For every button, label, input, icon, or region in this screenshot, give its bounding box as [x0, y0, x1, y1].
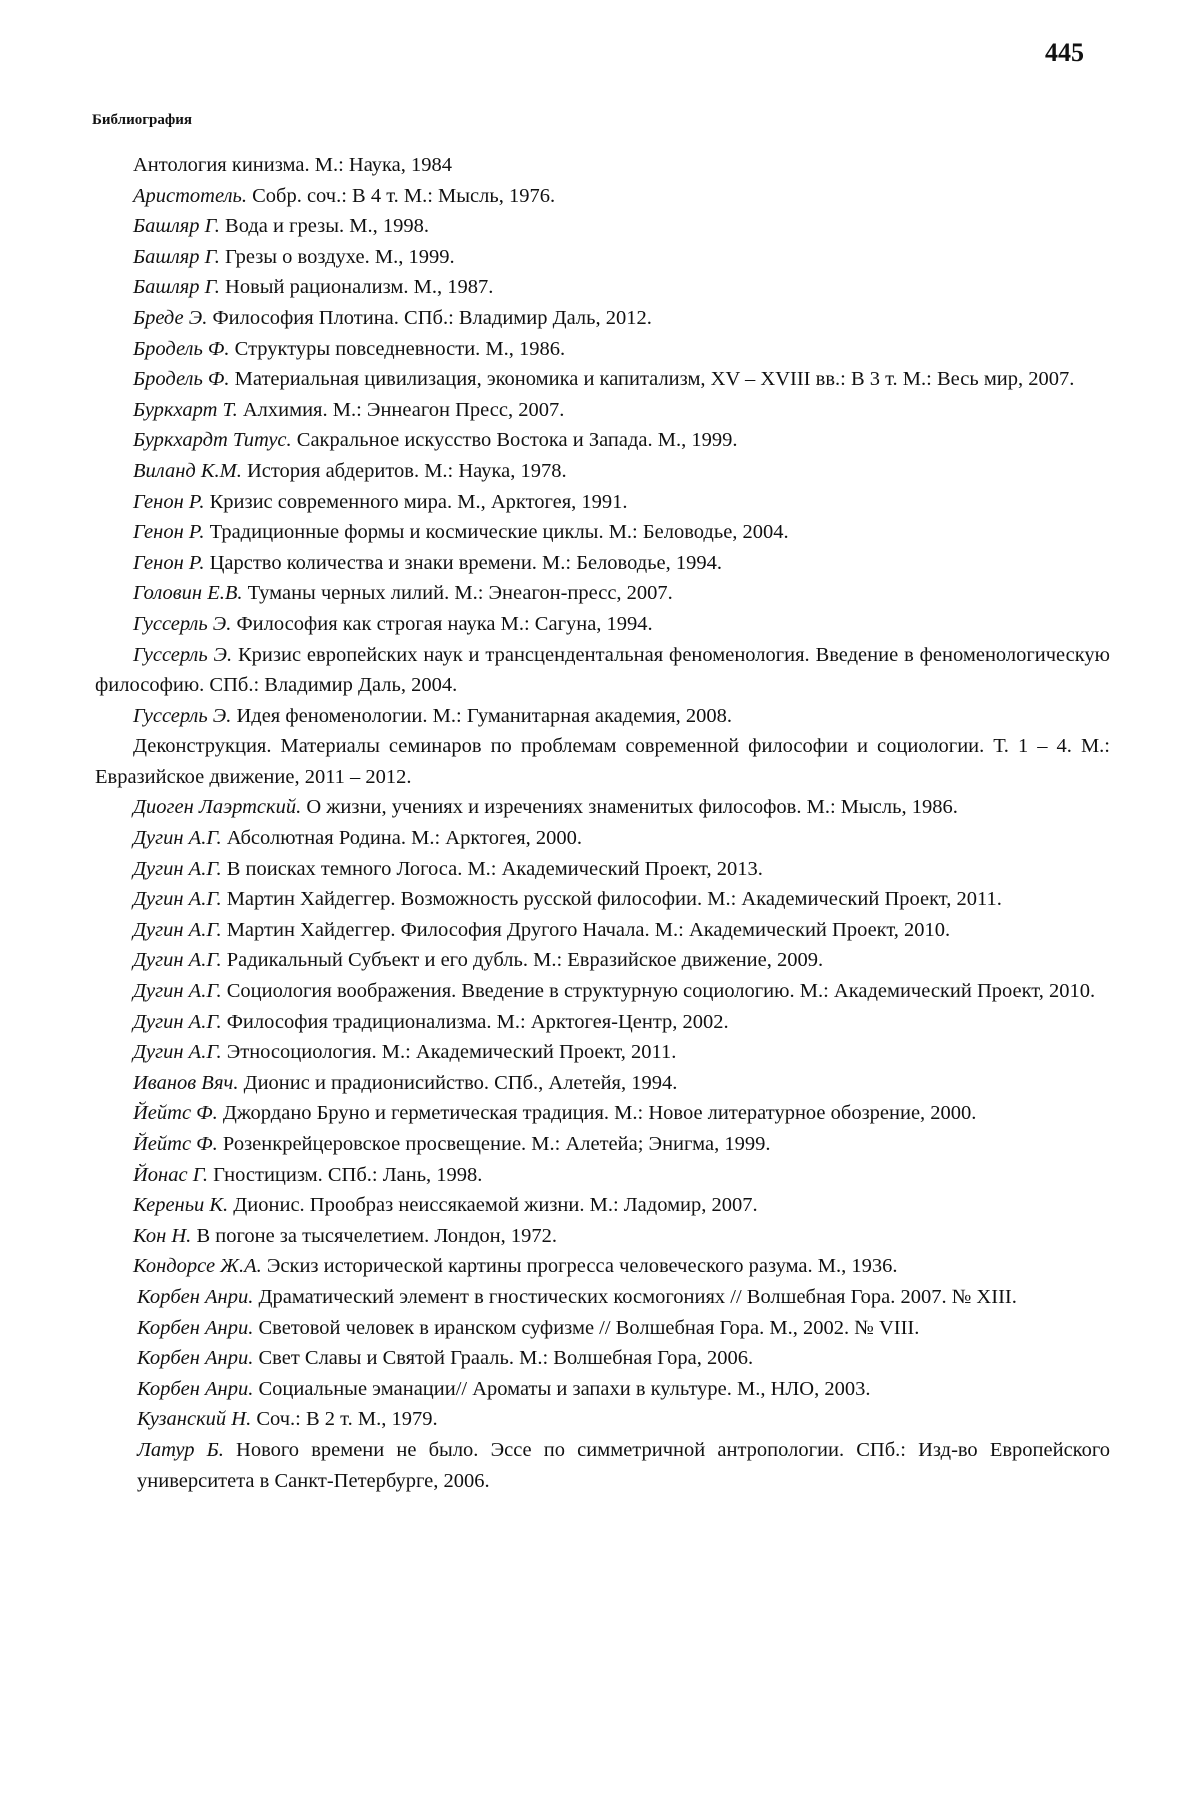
bibliography-entry: [95, 211, 1110, 242]
entry-text: Световой человек в иранском суфизме // Волшебная Гора. М., 2002. № VIII.: [253, 1316, 920, 1339]
entry-author: Кереньи К.: [133, 1194, 229, 1217]
entry-author: Дугин А.Г.: [133, 918, 222, 941]
entry-text: Кризис европейских наук и трансцендентальная феноменология. Введение в феноменологическую философию. СПб.: Владимир Даль, 2004.: [95, 643, 1111, 697]
entry-text: Социология воображения. Введение в структурную социологию. М.: Академический Проект, 2010.: [221, 980, 1096, 1003]
entry-author: Бродель Ф.: [133, 368, 230, 391]
entry-text: Гностицизм. СПб.: Лань, 1998.: [207, 1163, 483, 1186]
bibliography-entry: [95, 1313, 1110, 1344]
bibliography-entry: [95, 1160, 1110, 1191]
entry-text: Традиционные формы и космические циклы. М.: Беловодье, 2004.: [204, 521, 789, 544]
bibliography-entry: [95, 609, 1110, 640]
entry-text: Эскиз исторической картины прогресса человеческого разума. М., 1936.: [261, 1255, 898, 1278]
entry-author: Йонас Г.: [133, 1163, 208, 1186]
bibliography-entry: [95, 1037, 1110, 1068]
entry-text: Идея феноменологии. М.: Гуманитарная академия, 2008.: [231, 704, 733, 727]
entry-text: Вода и грезы. М., 1998.: [219, 215, 429, 238]
entry-text: Философия как строгая наука М.: Сагуна, 1994.: [231, 612, 653, 635]
entry-author: Йейтс Ф.: [133, 1133, 218, 1155]
entry-text: Соч.: В 2 т. М., 1979.: [251, 1408, 438, 1431]
bibliography-entry: [95, 854, 1110, 885]
bibliography-entry: [95, 823, 1110, 854]
bibliography-entry: [95, 1068, 1110, 1099]
entry-author: Дугин А.Г.: [133, 1041, 222, 1064]
bibliography-entry: [95, 792, 1110, 823]
entry-text: Драматический элемент в гностических космогониях // Волшебная Гора. 2007. № XIII.: [253, 1285, 1017, 1308]
entry-text: В погоне за тысячелетием. Лондон, 1972.: [191, 1224, 558, 1247]
bibliography-entry: [95, 303, 1110, 334]
entry-author: Генон Р.: [133, 521, 205, 544]
entry-author: Аристотель.: [133, 184, 247, 207]
entry-text: История абдеритов. М.: Наука, 1978.: [241, 459, 567, 482]
bibliography-entry: [95, 395, 1110, 426]
entry-author: Башляр Г.: [133, 215, 220, 238]
entry-text: Структуры повседневности. М., 1986.: [229, 337, 566, 360]
bibliography-entry: [95, 1221, 1110, 1252]
entry-text: Мартин Хайдеггер. Возможность русской философии. М.: Академический Проект, 2011.: [221, 888, 1002, 911]
entry-text: Мартин Хайдеггер. Философия Другого Начала. М.: Академический Проект, 2010.: [221, 918, 951, 941]
entry-author: Буркхарт Т.: [133, 398, 238, 421]
bibliography-entry: [95, 181, 1110, 212]
bibliography-entry: [95, 578, 1110, 609]
entry-text: Собр. соч.: В 4 т. М.: Мысль, 1976.: [246, 184, 556, 207]
bibliography-entry: [95, 1098, 1110, 1129]
bibliography-entry: [95, 884, 1110, 915]
bibliography-entry: [95, 1251, 1110, 1282]
bibliography-entry: [95, 731, 1110, 792]
bibliography-entry: [95, 242, 1110, 273]
entry-text: Философия традиционализма. М.: Арктогея-Центр, 2002.: [221, 1010, 729, 1033]
bibliography-entry: [95, 425, 1110, 456]
entry-text: Сакральное искусство Востока и Запада. М., 1999.: [291, 429, 738, 452]
bibliography-list: [95, 150, 1110, 1496]
bibliography-entry: [95, 945, 1110, 976]
entry-author: Латур Б.: [137, 1438, 224, 1461]
entry-text: О жизни, учениях и изречениях знаменитых философов. М.: Мысль, 1986.: [301, 796, 958, 819]
entry-text: Радикальный Субъект и его дубль. М.: Евразийское движение, 2009.: [221, 949, 824, 972]
entry-text: Джордано Бруно и герметическая традиция. М.: Новое литературное обозрение, 2000.: [217, 1102, 977, 1125]
entry-text: Туманы черных лилий. М.: Энеагон-пресс, 2007.: [242, 582, 673, 605]
entry-text: Розенкрейцеровское просвещение. М.: Алетейа; Энигма, 1999.: [217, 1133, 771, 1155]
bibliography-entry: [95, 517, 1110, 548]
entry-author: Корбен Анри.: [137, 1347, 254, 1370]
bibliography-entry: [95, 1190, 1110, 1221]
entry-text: Дионис и прадионисийство. СПб., Алетейя, 1994.: [238, 1071, 678, 1094]
entry-text: Деконструкция. Материалы семинаров по проблемам современной философии и социологии. Т. 1 – 4. М.: Евразийское движение, 2011 – 2012.: [95, 735, 1110, 788]
entry-author: Бреде Э.: [133, 306, 208, 329]
entry-text: Антология кинизма. М.: Наука, 1984: [133, 154, 453, 176]
bibliography-entry: [95, 976, 1110, 1007]
bibliography-entry: [95, 1007, 1110, 1038]
bibliography-entry: [95, 1282, 1110, 1313]
entry-author: Гуссерль Э.: [133, 612, 232, 635]
entry-author: Дугин А.Г.: [133, 980, 222, 1003]
entry-author: Йейтс Ф.: [133, 1102, 218, 1125]
entry-author: Бродель Ф.: [133, 337, 230, 360]
entry-author: Корбен Анри.: [137, 1316, 254, 1339]
entry-author: Дугин А.Г.: [133, 857, 222, 880]
entry-author: Иванов Вяч.: [133, 1071, 239, 1094]
entry-text: Социальные эманации// Ароматы и запахи в культуре. М., НЛО, 2003.: [253, 1377, 871, 1400]
entry-text: Новый рационализм. М., 1987.: [219, 276, 494, 299]
entry-text: Царство количества и знаки времени. М.: Беловодье, 1994.: [204, 551, 723, 574]
entry-text: Абсолютная Родина. М.: Арктогея, 2000.: [221, 827, 582, 850]
bibliography-entry: [95, 701, 1110, 732]
bibliography-entry: [95, 456, 1110, 487]
entry-author: Генон Р.: [133, 490, 205, 513]
entry-text: Кризис современного мира. М., Арктогея, 1991.: [204, 490, 628, 513]
entry-text: Этносоциология. М.: Академический Проект, 2011.: [221, 1041, 677, 1064]
bibliography-entry: [95, 487, 1110, 518]
entry-text: Нового времени не было. Эссе по симметричной антропологии. СПб.: Изд-во Европейского университета в Санкт-Петербурге, 2006.: [137, 1438, 1110, 1492]
entry-author: Корбен Анри.: [137, 1377, 254, 1400]
entry-author: Дугин А.Г.: [133, 827, 222, 850]
entry-author: Головин Е.В.: [133, 582, 243, 605]
bibliography-entry: [95, 1435, 1110, 1496]
bibliography-entry: [95, 1374, 1110, 1405]
entry-text: Свет Славы и Святой Грааль. М.: Волшебная Гора, 2006.: [253, 1347, 754, 1370]
entry-text: Грезы о воздухе. М., 1999.: [219, 245, 455, 268]
bibliography-entry: [95, 272, 1110, 303]
entry-text: Алхимия. М.: Эннеагон Пресс, 2007.: [237, 398, 565, 421]
bibliography-entry: [95, 364, 1110, 395]
bibliography-entry: [95, 150, 1110, 181]
entry-author: Кон Н.: [133, 1224, 192, 1247]
bibliography-entry: [95, 640, 1110, 701]
entry-author: Кондорсе Ж.А.: [133, 1255, 262, 1278]
entry-author: Башляр Г.: [133, 245, 220, 268]
bibliography-entry: [95, 915, 1110, 946]
entry-author: Генон Р.: [133, 551, 205, 574]
entry-text: Дионис. Прообраз неиссякаемой жизни. М.: Ладомир, 2007.: [228, 1194, 758, 1217]
bibliography-entry: [95, 1343, 1110, 1374]
page-number: 445: [1045, 38, 1084, 67]
bibliography-entry: [95, 548, 1110, 579]
entry-text: В поисках темного Логоса. М.: Академический Проект, 2013.: [221, 857, 763, 880]
entry-author: Дугин А.Г.: [133, 888, 222, 911]
entry-author: Диоген Лаэртский.: [133, 796, 302, 819]
entry-author: Гуссерль Э.: [133, 643, 233, 666]
entry-author: Виланд К.М.: [133, 459, 242, 482]
entry-author: Башляр Г.: [133, 276, 220, 299]
entry-author: Корбен Анри.: [137, 1285, 254, 1308]
entry-text: Материальная цивилизация, экономика и капитализм, XV – XVIII вв.: В 3 т. М.: Весь мир, 2007.: [229, 368, 1075, 391]
running-head: Библиография: [92, 112, 193, 128]
bibliography-entry: [95, 1129, 1110, 1160]
entry-author: Дугин А.Г.: [133, 949, 222, 972]
entry-author: Дугин А.Г.: [133, 1010, 222, 1033]
entry-author: Гуссерль Э.: [133, 704, 232, 727]
entry-author: Буркхардт Титус.: [133, 429, 292, 452]
entry-text: Философия Плотина. СПб.: Владимир Даль, 2012.: [207, 306, 652, 329]
entry-author: Кузанский Н.: [137, 1408, 252, 1431]
bibliography-entry: [95, 1404, 1110, 1435]
bibliography-entry: [95, 334, 1110, 365]
